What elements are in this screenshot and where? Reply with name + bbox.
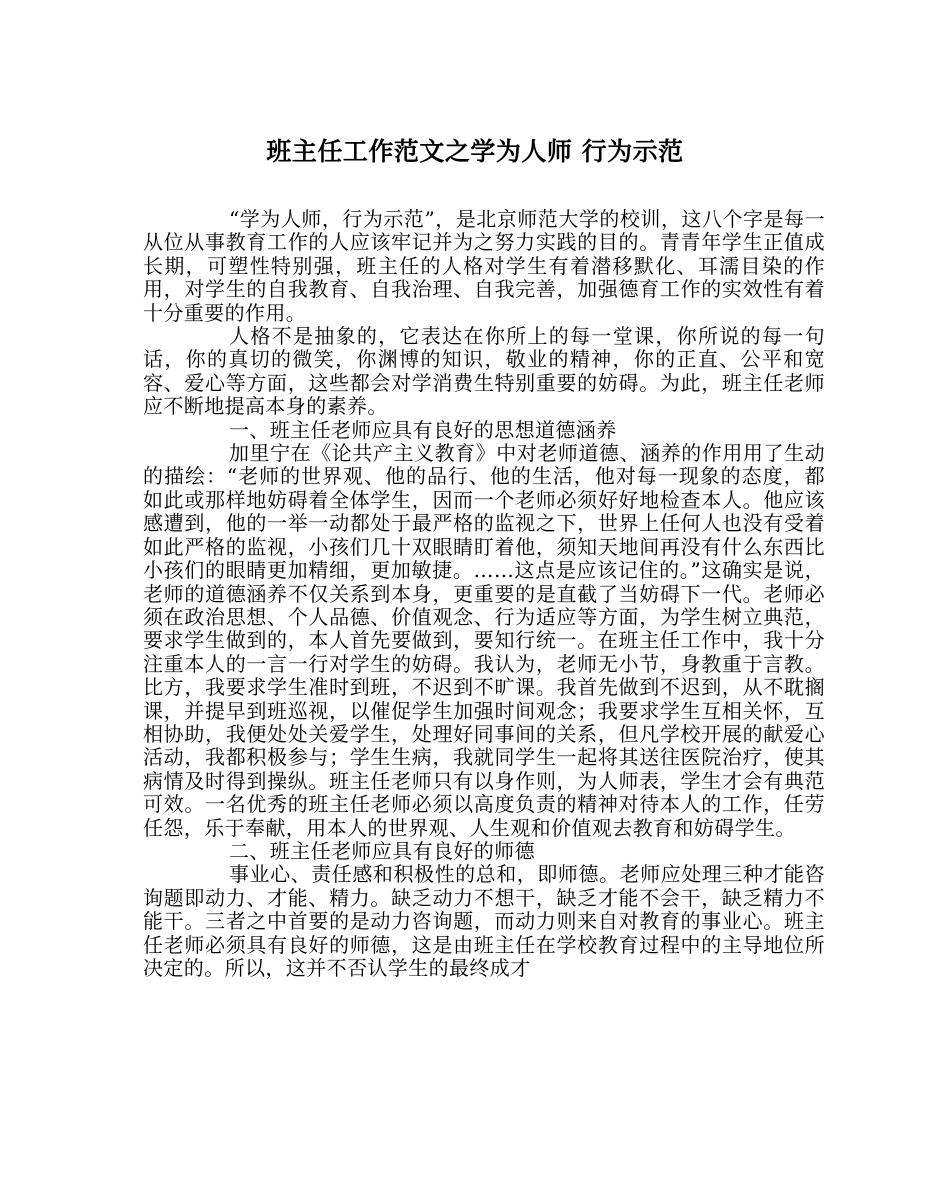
paragraph-personality: 人格不是抽象的，它表达在你所上的每一堂课，你所说的每一句话，你的真切的微笑，你渊博的知识，敬业的精神，你的正直、公平和宽容、爱心等方面，这些都会对学消费生特别重要的妨碍。为此，班主任老师应不断地提高本身的素养。 (143, 324, 825, 419)
section-heading-2: 二、班主任老师应具有良好的师德 (229, 838, 535, 863)
paragraph-motto: “学为人师，行为示范”，是北京师范大学的校训，这八个字是每一从位从事教育工作的人应该牢记并为之努力实践的目的。青青年学生正值成长期，可塑性特别强，班主任的人格对学生有着潜移默化、耳濡目染的作用，对学生的自我教育、自我治理、自我完善，加强德育工作的实效性有着十分重要的作用。 (143, 207, 825, 325)
document-body (143, 208, 825, 980)
paragraph-teacher-ethics: 事业心、责任感和积极性的总和，即师德。老师应处理三种才能咨询题即动力、才能、精力。缺乏动力不想干，缺乏才能不会干，缺乏精力不能干。三者之中首要的是动力咨询题，而动力则来自对教育的事业心。班主任老师必须具有良好的师德，这是由班主任在学校教育过程中的主导地位所决定的。所以，这并不否认学生的最终成才 (143, 862, 825, 980)
document-title: 班主任工作范文之学为人师 行为示范 (266, 137, 684, 166)
paragraph-kalinin-quote: 加里宁在《论共产主义教育》中对老师道德、涵养的作用用了生动的描绘：“老师的世界观、他的品行、他的生活，他对每一现象的态度，都如此或那样地妨碍着全体学生，因而一个老师必须好好地检查本人。他应该感遭到，他的一举一动都处于最严格的监视之下，世界上任何人也没有受着如此严格的监视，小孩们几十双眼睛盯着他，须知天地间再没有什么东西比小孩们的眼睛更加精细，更加敏捷。……这点是应该记住的。”这确实是说，老师的道德涵养不仅关系到本身，更重要的是直截了当妨碍下一代。老师必须在政治思想、个人品德、价值观念、行为适应等方面，为学生树立典范，要求学生做到的，本人首先要做到，要知行统一。在班主任工作中，我十分注重本人的一言一行对学生的妨碍。我认为，老师无小节，身教重于言教。比方，我要求学生准时到班，不迟到不旷课。我首先做到不迟到，从不耽搁课，并提早到班巡视，以催促学生加强时间观念；我要求学生互相关怀，互相协助，我便处处关爱学生，处理好同事间的关系，但凡学校开展的献爱心活动，我都积极参与；学生生病，我就同学生一起将其送往医院治疗，使其病情及时得到操纵。班主任老师只有以身作则，为人师表，学生才会有典范可效。一名优秀的班主任老师必须以高度负责的精神对待本人的工作，任劳任怨，乐于奉献，用本人的世界观、人生观和价值观去教育和妨碍学生。 (143, 441, 825, 840)
section-heading-1: 一、班主任老师应具有良好的思想道德涵养 (229, 417, 617, 442)
